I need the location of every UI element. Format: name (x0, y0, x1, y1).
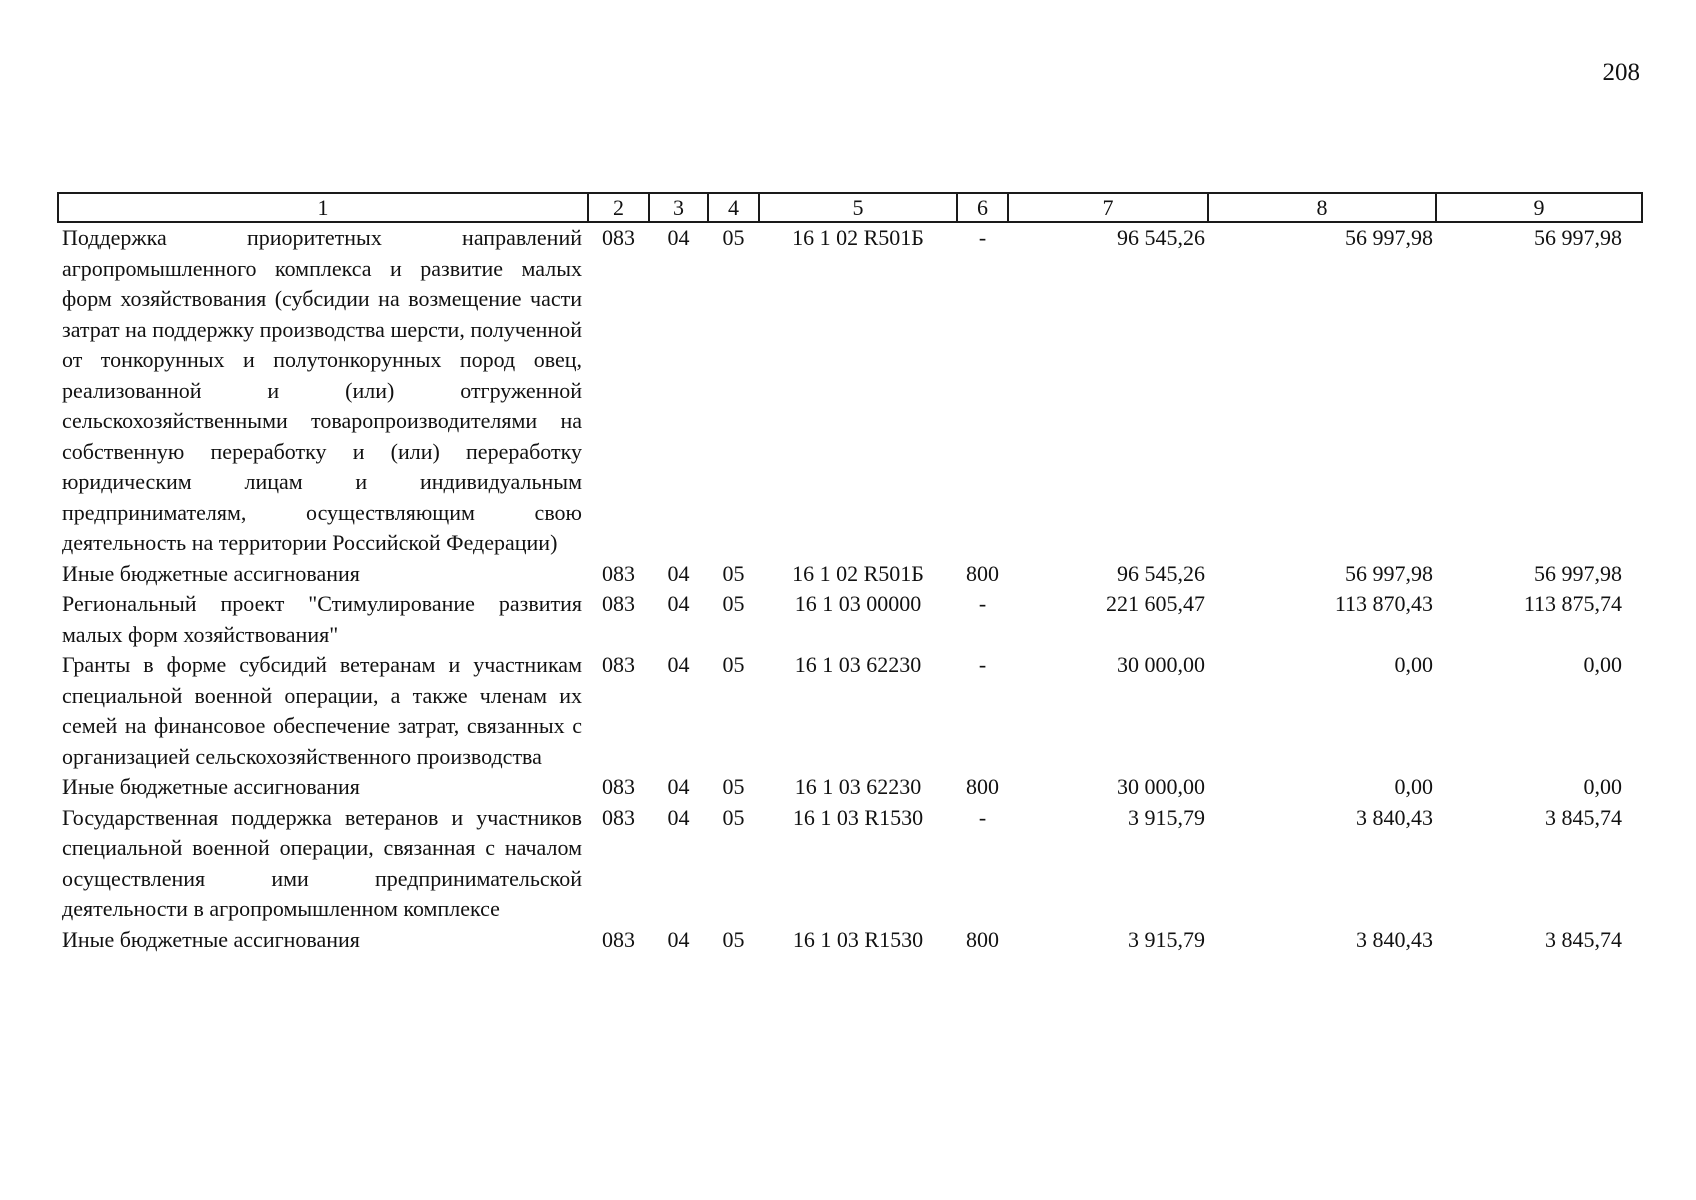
row-rz: 04 (667, 652, 690, 677)
column-header: 1 (58, 193, 588, 222)
row-pr: 05 (722, 804, 745, 830)
header-row (58, 193, 1642, 222)
row-pr: 05 (722, 652, 745, 677)
row-pr: 05 (722, 225, 745, 250)
row-value-8: 56 997,98 (1345, 560, 1433, 586)
row-csr: 16 1 03 62230 (794, 652, 922, 677)
row-grbs: 083 (602, 926, 635, 952)
row-vr: - (978, 225, 987, 250)
row-grbs: 083 (602, 591, 635, 616)
row-name: Иные бюджетные ассигнования (62, 774, 360, 799)
row-value-7: 30 000,00 (1117, 774, 1205, 799)
row-value-8: 3 840,43 (1356, 804, 1433, 830)
table-row (58, 650, 1642, 772)
row-csr: 16 1 03 62230 (794, 774, 922, 799)
row-value-9: 3 845,74 (1545, 804, 1622, 830)
column-header: 8 (1208, 193, 1436, 222)
row-value-8: 0,00 (1394, 652, 1433, 677)
column-header: 5 (759, 193, 957, 222)
column-header: 7 (1008, 193, 1208, 222)
row-value-9: 56 997,98 (1534, 560, 1622, 586)
row-value-8: 3 840,43 (1356, 926, 1433, 952)
row-vr: - (978, 591, 987, 616)
column-header: 2 (588, 193, 649, 222)
table-row (58, 559, 1642, 590)
table-row (58, 803, 1642, 925)
row-grbs: 083 (602, 225, 635, 250)
row-grbs: 083 (602, 652, 635, 677)
column-header: 3 (649, 193, 708, 222)
row-rz: 04 (667, 225, 690, 250)
row-grbs: 083 (602, 560, 635, 586)
row-value-7: 3 915,79 (1128, 926, 1205, 952)
row-name: Поддержка приоритетных направлений агропромышленного комплекса и развитие малых форм хозяйствования (субсидии на возмещение части затрат на поддержку производства шерсти, полученной от тонкорунных и полутонкорунных пород овец, реализованной и (или) отгруженной сельскохозяйственными товаропроизводителями на собственную переработку и (или) переработку юридическим лицам и индивидуальным предпринимателям, осуществляющим свою деятельность на территории Российской Федерации) (62, 225, 582, 555)
row-value-9: 56 997,98 (1534, 225, 1622, 250)
table-row (58, 772, 1642, 803)
budget-table (57, 192, 1643, 955)
row-value-9: 0,00 (1583, 652, 1622, 677)
row-value-8: 113 870,43 (1334, 591, 1433, 616)
row-csr: 16 1 02 R501Б (792, 560, 924, 586)
row-name: Иные бюджетные ассигнования (62, 560, 360, 586)
table-header (58, 193, 1642, 222)
table-body (58, 222, 1642, 955)
row-value-7: 221 605,47 (1106, 591, 1205, 616)
row-csr: 16 1 03 R1530 (792, 926, 924, 952)
column-header: 6 (957, 193, 1008, 222)
row-value-8: 0,00 (1394, 774, 1433, 799)
table-row (58, 589, 1642, 650)
page-number: 208 (1602, 59, 1640, 86)
row-name: Гранты в форме субсидий ветеранам и участникам специальной военной операции, а также членам их семей на финансовое обеспечение затрат, связанных с организацией сельскохозяйственного производства (62, 652, 582, 769)
row-csr: 16 1 03 00000 (794, 591, 922, 616)
column-header: 9 (1436, 193, 1642, 222)
row-value-7: 3 915,79 (1128, 804, 1205, 830)
row-value-7: 96 545,26 (1117, 560, 1205, 586)
row-vr: 800 (966, 926, 999, 952)
row-csr: 16 1 02 R501Б (792, 225, 924, 250)
column-header: 4 (708, 193, 759, 222)
row-pr: 05 (722, 560, 745, 586)
row-vr: - (978, 652, 987, 677)
row-rz: 04 (667, 804, 690, 830)
row-pr: 05 (722, 591, 745, 616)
table-row (58, 925, 1642, 956)
row-value-9: 0,00 (1583, 774, 1622, 799)
row-value-9: 113 875,74 (1523, 591, 1622, 616)
row-grbs: 083 (602, 774, 635, 799)
row-pr: 05 (722, 774, 745, 799)
row-rz: 04 (667, 560, 690, 586)
row-name: Иные бюджетные ассигнования (62, 926, 360, 952)
row-pr: 05 (722, 926, 745, 952)
row-vr: 800 (966, 774, 999, 799)
row-value-9: 3 845,74 (1545, 926, 1622, 952)
table-row (58, 222, 1642, 559)
row-name: Региональный проект "Стимулирование развития малых форм хозяйствования" (62, 591, 582, 647)
row-rz: 04 (667, 926, 690, 952)
row-value-7: 96 545,26 (1117, 225, 1205, 250)
row-value-8: 56 997,98 (1345, 225, 1433, 250)
row-rz: 04 (667, 774, 690, 799)
row-csr: 16 1 03 R1530 (792, 804, 924, 830)
row-rz: 04 (667, 591, 690, 616)
row-vr: - (978, 804, 987, 830)
row-value-7: 30 000,00 (1117, 652, 1205, 677)
row-name: Государственная поддержка ветеранов и участников специальной военной операции, связанная с началом осуществления ими предпринимательской деятельности в агропромышленном комплексе (62, 804, 582, 921)
row-vr: 800 (966, 560, 999, 586)
row-grbs: 083 (602, 804, 635, 830)
